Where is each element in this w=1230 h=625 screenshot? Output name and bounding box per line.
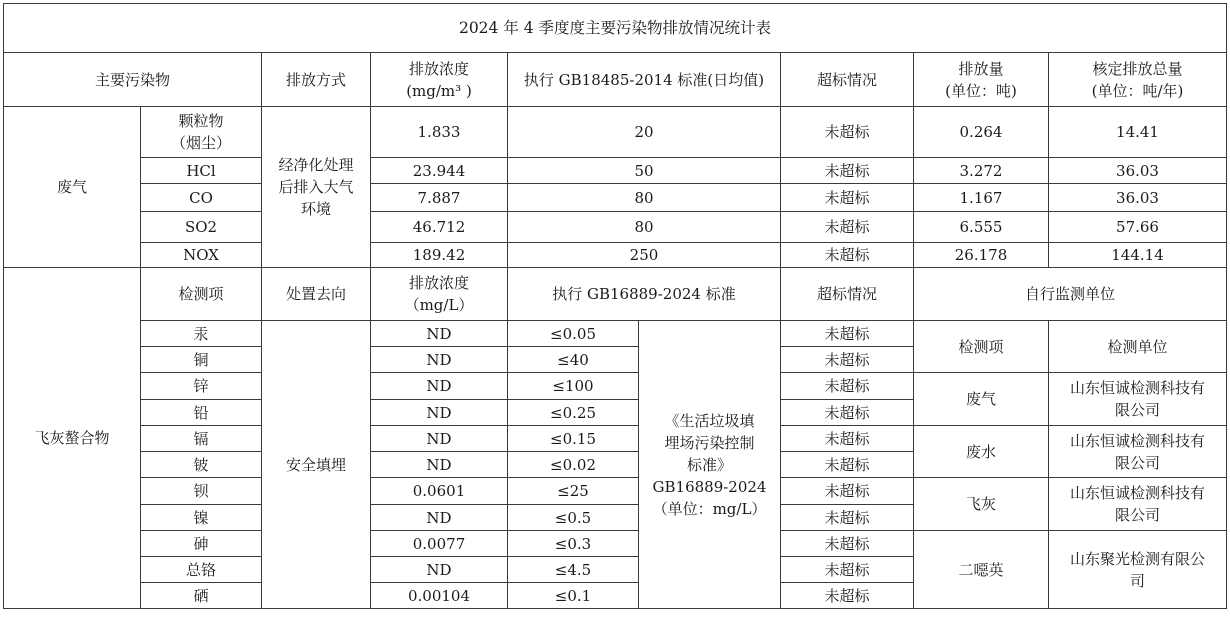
exceed-status: 未超标 bbox=[781, 478, 914, 505]
ash-header-row bbox=[4, 268, 1227, 321]
exceed-status: 未超标 bbox=[781, 426, 914, 452]
test-item: 铜 bbox=[141, 347, 262, 373]
header-item: 检测项 bbox=[141, 268, 262, 321]
pollutant-name: NOX bbox=[141, 243, 262, 268]
standard-value: 80 bbox=[508, 184, 781, 212]
test-item: 钡 bbox=[141, 478, 262, 505]
table-row bbox=[4, 373, 1227, 400]
limit-value: ≤4.5 bbox=[508, 557, 639, 583]
limit-value: ≤40 bbox=[508, 347, 639, 373]
pollutant-emission-table bbox=[3, 3, 1227, 609]
monitor-item: 废气 bbox=[914, 373, 1049, 426]
standard-value: 80 bbox=[508, 212, 781, 243]
amount-value: 26.178 bbox=[914, 243, 1049, 268]
test-item: 镍 bbox=[141, 505, 262, 531]
limit-value: ≤0.15 bbox=[508, 426, 639, 452]
exceed-status: 未超标 bbox=[781, 243, 914, 268]
concentration-value: ND bbox=[371, 452, 508, 478]
air-header-row bbox=[4, 53, 1227, 107]
header-destination: 处置去向 bbox=[262, 268, 371, 321]
test-item: 砷 bbox=[141, 531, 262, 557]
concentration-value: ND bbox=[371, 373, 508, 400]
header-total: 核定排放总量 (单位：吨/年) bbox=[1049, 53, 1227, 107]
exceed-status: 未超标 bbox=[781, 452, 914, 478]
header-exceed: 超标情况 bbox=[781, 268, 914, 321]
monitor-unit: 山东聚光检测有限公 司 bbox=[1049, 531, 1227, 609]
limit-value: ≤25 bbox=[508, 478, 639, 505]
test-item: 硒 bbox=[141, 583, 262, 609]
concentration-value: 0.0077 bbox=[371, 531, 508, 557]
test-item: 镉 bbox=[141, 426, 262, 452]
test-item: 汞 bbox=[141, 321, 262, 347]
monitor-item: 飞灰 bbox=[914, 478, 1049, 531]
limit-value: ≤0.05 bbox=[508, 321, 639, 347]
exceed-status: 未超标 bbox=[781, 107, 914, 158]
concentration-value: 23.944 bbox=[371, 158, 508, 184]
monitor-item: 二噁英 bbox=[914, 531, 1049, 609]
pollutant-name: HCl bbox=[141, 158, 262, 184]
header-method: 排放方式 bbox=[262, 53, 371, 107]
table-row bbox=[4, 243, 1227, 268]
pollutant-name: SO2 bbox=[141, 212, 262, 243]
exceed-status: 未超标 bbox=[781, 321, 914, 347]
header-concentration: 排放浓度 （mg/L） bbox=[371, 268, 508, 321]
table-title: 2024 年 4 季度度主要污染物排放情况统计表 bbox=[4, 4, 1227, 53]
table-row bbox=[4, 184, 1227, 212]
exceed-status: 未超标 bbox=[781, 184, 914, 212]
monitor-header-item: 检测项 bbox=[914, 321, 1049, 373]
concentration-value: ND bbox=[371, 347, 508, 373]
exceed-status: 未超标 bbox=[781, 583, 914, 609]
total-value: 144.14 bbox=[1049, 243, 1227, 268]
concentration-value: 189.42 bbox=[371, 243, 508, 268]
disposal-destination: 安全填埋 bbox=[262, 321, 371, 609]
category-fly-ash: 飞灰螯合物 bbox=[4, 268, 141, 609]
table-row bbox=[4, 478, 1227, 505]
limit-value: ≤0.5 bbox=[508, 505, 639, 531]
header-concentration: 排放浓度 (mg/m³ ) bbox=[371, 53, 508, 107]
test-item: 铅 bbox=[141, 400, 262, 426]
standard-value: 20 bbox=[508, 107, 781, 158]
header-pollutant: 主要污染物 bbox=[4, 53, 262, 107]
table-row bbox=[4, 158, 1227, 184]
concentration-value: 1.833 bbox=[371, 107, 508, 158]
exceed-status: 未超标 bbox=[781, 373, 914, 400]
table-row bbox=[4, 531, 1227, 557]
table-row bbox=[4, 107, 1227, 158]
pollutant-name: 颗粒物 （烟尘） bbox=[141, 107, 262, 158]
exceed-status: 未超标 bbox=[781, 212, 914, 243]
limit-value: ≤0.3 bbox=[508, 531, 639, 557]
exceed-status: 未超标 bbox=[781, 531, 914, 557]
concentration-value: 7.887 bbox=[371, 184, 508, 212]
test-item: 铍 bbox=[141, 452, 262, 478]
header-standard: 执行 GB16889-2024 标准 bbox=[508, 268, 781, 321]
total-value: 36.03 bbox=[1049, 184, 1227, 212]
monitor-unit: 山东恒诚检测科技有 限公司 bbox=[1049, 478, 1227, 531]
total-value: 57.66 bbox=[1049, 212, 1227, 243]
exceed-status: 未超标 bbox=[781, 400, 914, 426]
limit-value: ≤0.25 bbox=[508, 400, 639, 426]
standard-value: 50 bbox=[508, 158, 781, 184]
limit-value: ≤100 bbox=[508, 373, 639, 400]
concentration-value: 0.00104 bbox=[371, 583, 508, 609]
concentration-value: ND bbox=[371, 426, 508, 452]
limit-value: ≤0.02 bbox=[508, 452, 639, 478]
table-row bbox=[4, 426, 1227, 452]
discharge-method: 经净化处理 后排入大气 环境 bbox=[262, 107, 371, 268]
exceed-status: 未超标 bbox=[781, 158, 914, 184]
test-item: 锌 bbox=[141, 373, 262, 400]
concentration-value: 46.712 bbox=[371, 212, 508, 243]
header-standard: 执行 GB18485-2014 标准(日均值) bbox=[508, 53, 781, 107]
exceed-status: 未超标 bbox=[781, 347, 914, 373]
monitor-unit: 山东恒诚检测科技有 限公司 bbox=[1049, 426, 1227, 478]
exceed-status: 未超标 bbox=[781, 557, 914, 583]
header-amount: 排放量 (单位：吨) bbox=[914, 53, 1049, 107]
total-value: 14.41 bbox=[1049, 107, 1227, 158]
table-row bbox=[4, 321, 1227, 347]
concentration-value: ND bbox=[371, 557, 508, 583]
header-exceed: 超标情况 bbox=[781, 53, 914, 107]
limit-value: ≤0.1 bbox=[508, 583, 639, 609]
amount-value: 0.264 bbox=[914, 107, 1049, 158]
exceed-status: 未超标 bbox=[781, 505, 914, 531]
monitor-item: 废水 bbox=[914, 426, 1049, 478]
concentration-value: ND bbox=[371, 505, 508, 531]
monitor-header-unit: 检测单位 bbox=[1049, 321, 1227, 373]
amount-value: 3.272 bbox=[914, 158, 1049, 184]
concentration-value: ND bbox=[371, 400, 508, 426]
category-waste-gas: 废气 bbox=[4, 107, 141, 268]
table-row bbox=[4, 212, 1227, 243]
standard-value: 250 bbox=[508, 243, 781, 268]
header-monitor: 自行监测单位 bbox=[914, 268, 1227, 321]
pollutant-name: CO bbox=[141, 184, 262, 212]
concentration-value: 0.0601 bbox=[371, 478, 508, 505]
total-value: 36.03 bbox=[1049, 158, 1227, 184]
standard-note: 《生活垃圾填 埋场污染控制 标准》 GB16889-2024 （单位：mg/L） bbox=[639, 321, 781, 609]
monitor-unit: 山东恒诚检测科技有 限公司 bbox=[1049, 373, 1227, 426]
amount-value: 1.167 bbox=[914, 184, 1049, 212]
test-item: 总铬 bbox=[141, 557, 262, 583]
concentration-value: ND bbox=[371, 321, 508, 347]
amount-value: 6.555 bbox=[914, 212, 1049, 243]
